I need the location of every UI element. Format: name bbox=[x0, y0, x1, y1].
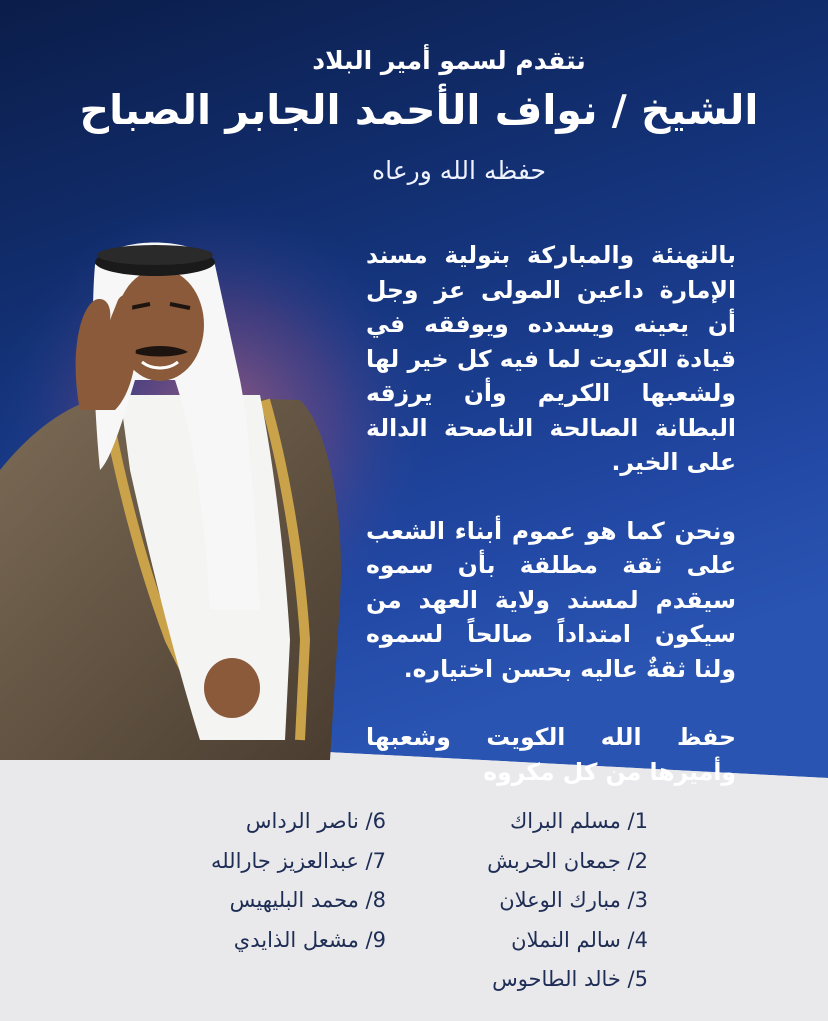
signatories-column-1 bbox=[438, 802, 648, 1000]
message-paragraph: ونحن كما هو عموم أبناء الشعب على ثقة مطلقة بأن سموه سيقدم لمسند ولاية العهد من سيكون امتداداً صالحاً لسموه ولنا ثقةٌ عاليه بحسن اختياره. bbox=[366, 516, 736, 683]
signatory-name: 5/ خالد الطاحوس bbox=[492, 967, 648, 991]
signatory-name: 9/ مشعل الذايدي bbox=[233, 927, 386, 952]
greeting-subtitle: نتقدم لسمو أمير البلاد bbox=[312, 46, 586, 75]
message-paragraph: بالتهنئة والمباركة بتولية مسند الإمارة داعين المولى عز وجل أن يعينه ويسدده ويوفقه في قيادة الكويت لما فيه كل خير لها ولشعبها الكريم وأن يرزقه البطانة الصالحة الناصحة الدالة على الخير. bbox=[366, 241, 736, 476]
blessing-line: حفظه الله ورعاه bbox=[372, 156, 546, 185]
signatory-name: 1/ مسلم البراك bbox=[509, 809, 648, 833]
signatory-name: 2/ جمعان الحربش bbox=[487, 848, 648, 873]
page-title: الشيخ / نواف الأحمد الجابر الصباح bbox=[79, 86, 759, 134]
signatory-name: 6/ ناصر الرداس bbox=[245, 809, 386, 833]
signatory-name: 4/ سالم النملان bbox=[511, 927, 648, 952]
message-body bbox=[366, 238, 736, 789]
signatory-name: 3/ مبارك الوعلان bbox=[499, 888, 648, 912]
message-paragraph: حفظ الله الكويت وشعبها وأميرها من كل مكروه bbox=[366, 723, 736, 786]
signatory-name: 7/ عبدالعزيز جارالله bbox=[210, 848, 386, 873]
signatory-name: 8/ محمد البليهيس bbox=[229, 888, 386, 912]
signatories-column-2 bbox=[176, 802, 386, 960]
